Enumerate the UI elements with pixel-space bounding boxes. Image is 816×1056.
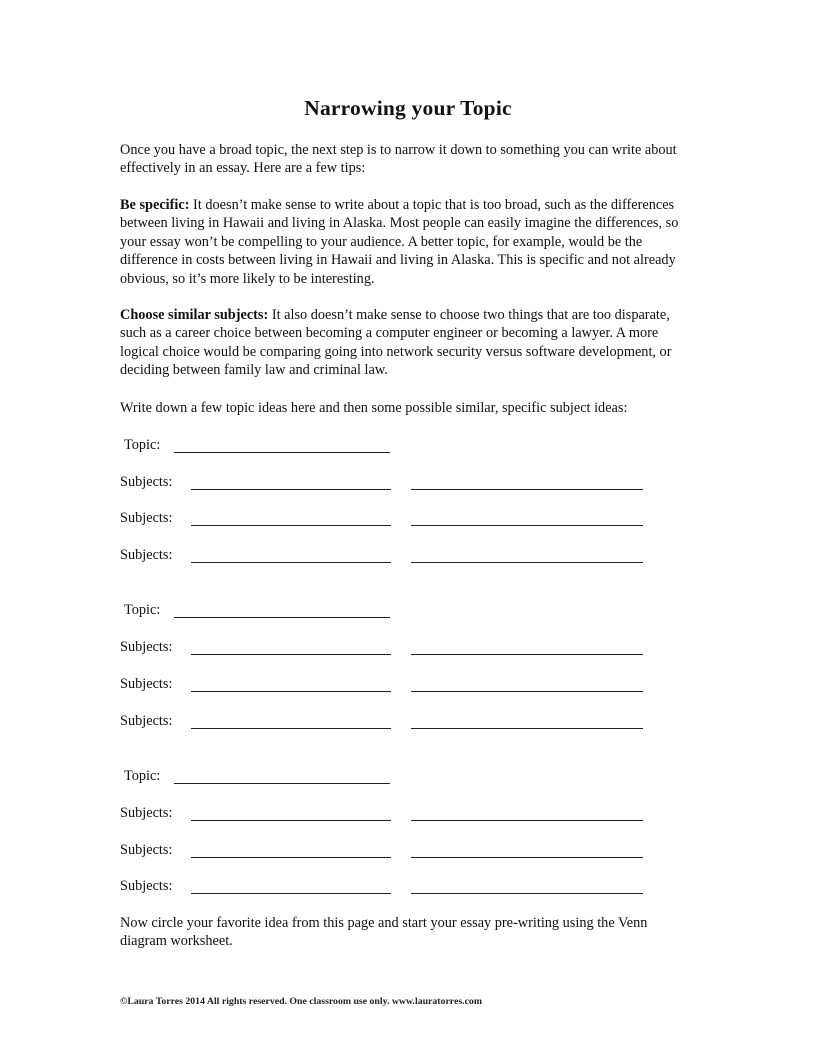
subject-blank-right[interactable]: [411, 893, 643, 894]
topic-blank[interactable]: [174, 783, 390, 784]
intro-paragraph: Once you have a broad topic, the next step is to narrow it down to something you can write about effectively in an essay. Here are a few tips:: [120, 142, 677, 177]
subject-blank-right[interactable]: [411, 857, 643, 858]
subject-blank-left[interactable]: [191, 820, 391, 821]
subjects-label: Subjects:: [120, 805, 173, 821]
tip-be-specific: [120, 196, 695, 288]
subject-blank-right[interactable]: [411, 820, 643, 821]
topic-label: Topic:: [124, 437, 161, 453]
tip-text: It doesn’t make sense to write about a topic that is too broad, such as the differences between living in Hawaii and living in Alaska. Most people can easily imagine the differences, so your essay won’t be compelling to your audience. A better topic, for example, would be the difference in costs between living in Hawaii and living in Alaska. This is specific and not already obvious, so it’s more likely to be interesting.: [120, 197, 679, 287]
subjects-label: Subjects:: [120, 474, 173, 490]
subject-blank-right[interactable]: [411, 525, 643, 526]
copyright-footer: ©Laura Torres 2014 All rights reserved. One classroom use only. www.lauratorres.com: [120, 996, 482, 1007]
subjects-label: Subjects:: [120, 878, 173, 894]
page-title: Narrowing your Topic: [304, 96, 512, 120]
subject-blank-left[interactable]: [191, 654, 391, 655]
topic-label: Topic:: [124, 768, 161, 784]
subject-blank-left[interactable]: [191, 857, 391, 858]
topic-blank[interactable]: [174, 617, 390, 618]
subject-blank-left[interactable]: [191, 691, 391, 692]
tip-text: It also doesn’t make sense to choose two things that are too disparate, such as a career choice between becoming a computer engineer or becoming a lawyer. A more logical choice would be comparing going into network security versus software development, or deciding between family law and criminal law.: [120, 307, 672, 379]
subjects-label: Subjects:: [120, 510, 173, 526]
subjects-label: Subjects:: [120, 639, 173, 655]
subjects-label: Subjects:: [120, 676, 173, 692]
closing-paragraph: Now circle your favorite idea from this page and start your essay pre-writing using the Venn diagram worksheet.: [120, 915, 648, 950]
tip-lead: Be specific:: [120, 197, 190, 213]
subjects-label: Subjects:: [120, 547, 173, 563]
tip-lead: Choose similar subjects:: [120, 307, 269, 323]
subject-blank-right[interactable]: [411, 728, 643, 729]
subject-blank-left[interactable]: [191, 489, 391, 490]
topic-blank[interactable]: [174, 452, 390, 453]
subject-blank-left[interactable]: [191, 893, 391, 894]
subjects-label: Subjects:: [120, 842, 173, 858]
subject-blank-right[interactable]: [411, 691, 643, 692]
subject-blank-right[interactable]: [411, 562, 643, 563]
subject-blank-right[interactable]: [411, 489, 643, 490]
subject-blank-left[interactable]: [191, 525, 391, 526]
subject-blank-right[interactable]: [411, 654, 643, 655]
instruction-paragraph: Write down a few topic ideas here and then some possible similar, specific subject ideas:: [120, 400, 628, 416]
topic-label: Topic:: [124, 602, 161, 618]
subject-blank-left[interactable]: [191, 562, 391, 563]
tip-choose-similar: [120, 306, 695, 380]
subjects-label: Subjects:: [120, 713, 173, 729]
subject-blank-left[interactable]: [191, 728, 391, 729]
